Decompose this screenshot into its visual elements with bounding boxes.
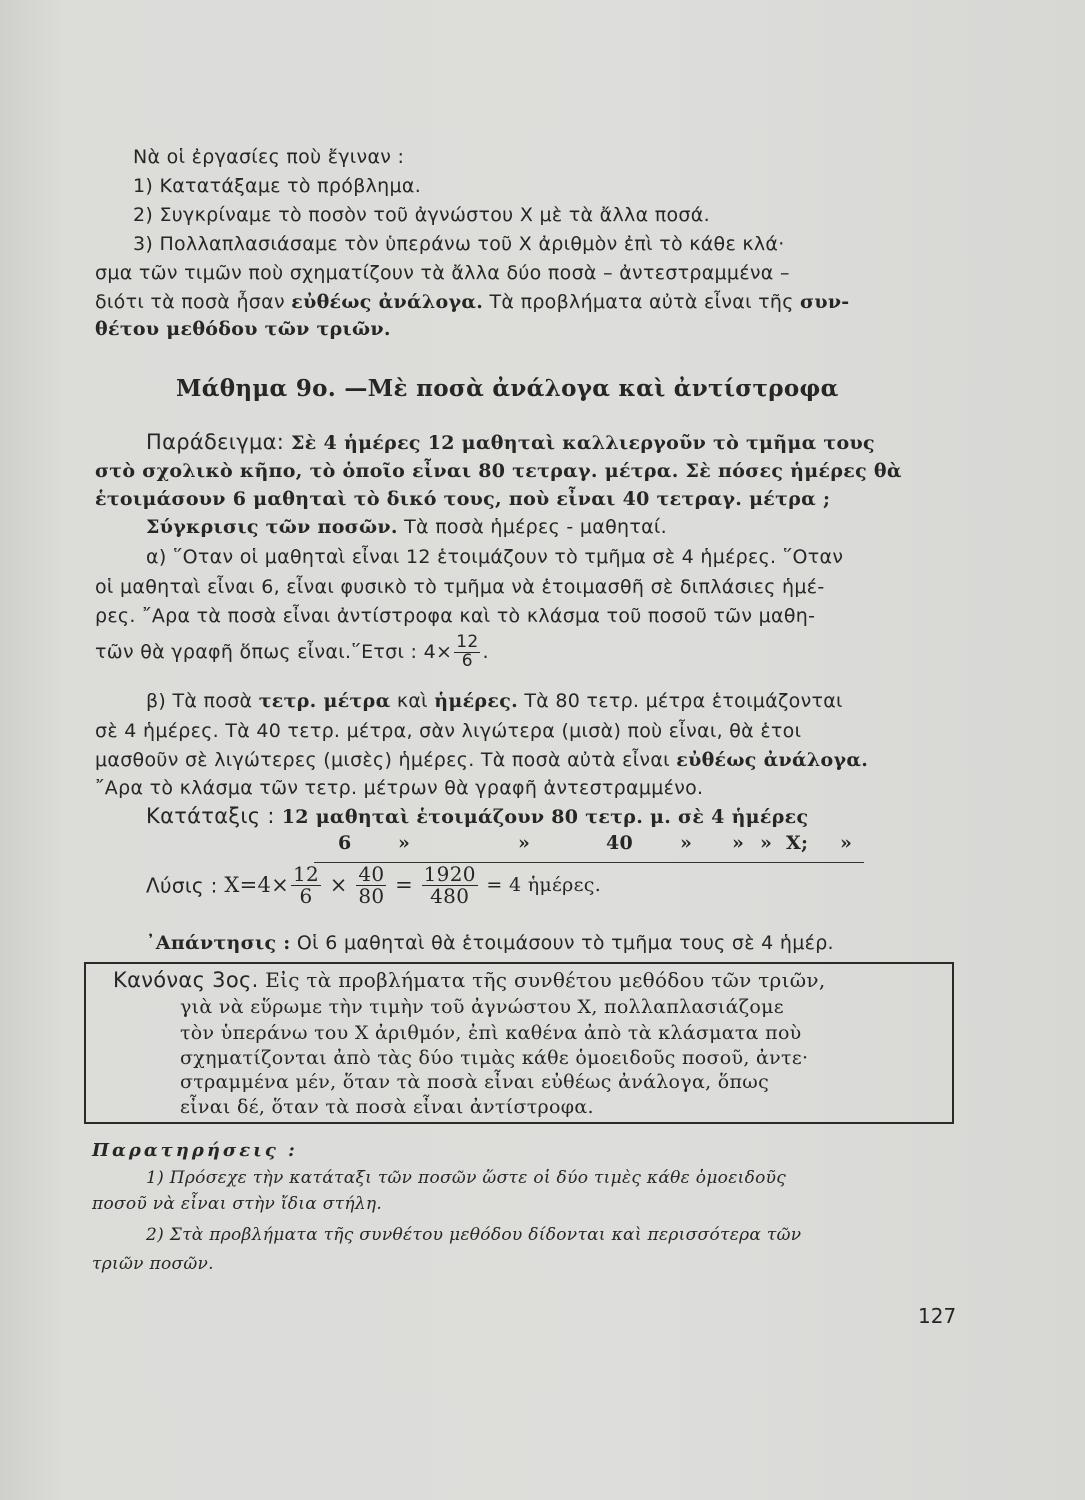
rule-line-3: τὸν ὑπεράνω του Χ ἀριθμόν, ἐπὶ καθένα ἀπὸ τὰ κλάσματα ποὺ (180, 1022, 802, 1044)
lesson-title: Μάθημα 9ο. —Μὲ ποσὰ ἀνάλογα καὶ ἀντίστροφα (176, 375, 839, 402)
solution-fraction-2-den: 80 (358, 884, 385, 908)
solution-result: = 4 ἡμέρες. (486, 874, 602, 896)
answer-line (146, 932, 834, 954)
solution-fraction-3-num: 1920 (423, 862, 476, 886)
part-b-line-4: ῎Αρα τὸ κλάσμα τῶν τετρ. μέτρων θὰ γραφῆ ἀντεστραμμένο. (95, 777, 704, 799)
intro-line-6b: εὐθέως ἀνάλογα. (291, 291, 484, 313)
note-1-line-2: ποσοῦ νὰ εἶναι στὴν ἴδια στήλη. (92, 1194, 383, 1214)
note-2-line-2: τριῶν ποσῶν. (92, 1254, 214, 1274)
note-1-line-1: 1) Πρόσεχε τὴν κατάταξι τῶν ποσῶν ὥστε οἱ δύο τιμὲς κάθε ὁμοειδοῦς (146, 1168, 787, 1188)
fraction-denominator: 6 (461, 650, 473, 671)
classification-r2-b: » (398, 832, 411, 854)
classification-label: Κατάταξις : (146, 804, 275, 828)
part-b-line-1 (146, 690, 843, 712)
classification-r2-g: » (760, 832, 773, 854)
part-b-3b: εὐθέως ἀνάλογα. (676, 749, 869, 771)
intro-line-5: σμα τῶν τιμῶν ποὺ σχηματίζουν τὰ ἄλλα δύο ποσὰ – ἀντεστραμμένα – (95, 262, 790, 284)
example-line-1 (146, 430, 875, 454)
answer-label: ᾿Απάντησις : (146, 932, 291, 954)
part-b-1d: ἡμέρες. (434, 690, 518, 712)
intro-line-3: 2) Συγκρίναμε τὸ ποσὸν τοῦ ἀγνώστου Χ μὲ τὰ ἄλλα ποσά. (133, 204, 710, 226)
intro-line-6a: διότι τὰ ποσὰ ἦσαν (95, 291, 292, 313)
example-line-3: ἑτοιμάσουν 6 μαθηταὶ τὸ δικό τους, ποὺ εἶναι 40 τετραγ. μέτρα ; (95, 488, 831, 510)
solution-fraction-3 (422, 864, 478, 907)
part-a-line-1: α) ῞Οταν οἱ μαθηταὶ εἶναι 12 ἑτοιμάζουν τὸ τμῆμα σὲ 4 ἡμέρες. ῞Οταν (146, 546, 844, 568)
page-number: 127 (918, 1304, 957, 1328)
example-text-1: Σὲ 4 ἡμέρες 12 μαθηταὶ καλλιεργοῦν τὸ τμῆμα τους (284, 432, 875, 454)
rule-label: Κανόνας 3ος. (113, 968, 259, 992)
classification-r2-h: Χ; (786, 832, 809, 854)
classification-r2-a: 6 (338, 832, 352, 854)
rule-text-1: Εἰς τὰ προβλήματα τῆς συνθέτου μεθόδου τῶν τριῶν, (258, 968, 826, 992)
classification-r2-f: » (732, 832, 745, 854)
rule-line-5: στραμμένα μέν, ὅταν τὰ ποσὰ εἶναι εὐθέως ἀνάλογα, ὅπως (180, 1071, 770, 1093)
rule-line-4: σχηματίζονται ἀπὸ τὰς δύο τιμὰς κάθε ὁμοειδοῦς ποσοῦ, ἀντε· (180, 1047, 809, 1069)
rule-line-1 (113, 968, 825, 992)
part-a-line-4-end: . (482, 640, 489, 663)
solution-line (146, 864, 601, 907)
part-b-1e: Τὰ 80 τετρ. μέτρα ἑτοιμάζονται (518, 690, 843, 712)
part-b-1a: β) Τὰ ποσὰ (146, 690, 259, 712)
part-a-line-2: οἱ μαθηταὶ εἶναι 6, εἶναι φυσικὸ τὸ τμῆμα νὰ ἑτοιμασθῆ σὲ διπλάσιες ἡμέ- (95, 576, 825, 598)
intro-line-7: θέτου μεθόδου τῶν τριῶν. (95, 318, 391, 340)
intro-line-2: 1) Κατατάξαμε τὸ πρόβλημα. (133, 175, 422, 197)
part-b-1b: τετρ. μέτρα (258, 690, 391, 712)
part-b-3a: μασθοῦν σὲ λιγώτερες (μισὲς) ἡμέρες. Τὰ ποσὰ αὐτὰ εἶναι (95, 749, 677, 771)
solution-fraction-1 (291, 864, 321, 907)
part-a-line-4-text: τῶν θὰ γραφῆ ὅπως εἶναι.῞Ετσι : 4× (95, 640, 453, 663)
solution-label: Λύσις : (146, 873, 218, 898)
rule-line-2: γιὰ νὰ εὕρωμε τὴν τιμὴν τοῦ ἀγνώστου Χ, πολλαπλασιάζομε (180, 996, 784, 1018)
solution-fraction-3-den: 480 (430, 884, 470, 908)
solution-fraction-2 (356, 864, 386, 907)
classification-r2-d: 40 (606, 832, 634, 854)
solution-fraction-1-den: 6 (299, 884, 313, 908)
note-2-line-1: 2) Στὰ προβλήματα τῆς συνθέτου μεθόδου δίδονται καὶ περισσότερα τῶν (146, 1225, 802, 1245)
classification-r2-c: » (518, 832, 531, 854)
solution-times: × (329, 873, 348, 897)
comparison-label: Σύγκρισις τῶν ποσῶν. (146, 516, 398, 538)
example-line-2: στὸ σχολικὸ κῆπο, τὸ ὁποῖο εἶναι 80 τετραγ. μέτρα. Σὲ πόσες ἡμέρες θὰ (95, 460, 902, 482)
intro-line-4: 3) Πολλαπλασιάσαμε τὸν ὑπεράνω τοῦ Χ ἀριθμὸν ἐπὶ τὸ κάθε κλά· (133, 233, 785, 255)
part-a-line-4 (95, 634, 489, 671)
fraction-numerator: 12 (456, 632, 479, 652)
classification-divider (314, 862, 864, 863)
intro-line-6d: συν- (800, 291, 850, 313)
solution-fraction-2-num: 40 (358, 862, 385, 886)
part-b-line-3 (95, 749, 868, 771)
intro-line-6 (95, 291, 850, 313)
rule-line-6: εἶναι δέ, ὅταν τὰ ποσὰ εἶναι ἀντίστροφα. (180, 1096, 594, 1118)
part-b-line-2: σὲ 4 ἡμέρες. Τὰ 40 τετρ. μέτρα, σὰν λιγώτερα (μισὰ) ποὺ εἶναι, θὰ ἑτοι (95, 720, 802, 742)
classification-row-1: 12 μαθηταὶ ἑτοιμάζουν 80 τετρ. μ. σὲ 4 ἡμέρες (281, 806, 809, 828)
comparison-line (146, 516, 667, 538)
part-b-1c: καὶ (390, 690, 435, 712)
example-label: Παράδειγμα: (146, 430, 285, 454)
solution-fraction-1-num: 12 (293, 862, 320, 886)
part-a-line-3: ρες. ῎Αρα τὰ ποσὰ εἶναι ἀντίστροφα καὶ τὸ κλάσμα τοῦ ποσοῦ τῶν μαθη- (95, 605, 816, 627)
answer-text: Οἱ 6 μαθηταὶ θὰ ἑτοιμάσουν τὸ τμῆμα τους σὲ 4 ἡμέρ. (290, 932, 834, 954)
fraction-12-6 (454, 634, 480, 671)
classification-r2-i: » (840, 832, 853, 854)
classification-line-1 (146, 804, 808, 828)
comparison-text: Τὰ ποσὰ ἡμέρες - μαθηταί. (397, 516, 667, 538)
classification-r2-e: » (680, 832, 693, 854)
solution-equals: = (395, 873, 413, 897)
solution-expression-start: Χ=4× (224, 873, 290, 897)
intro-line-1: Νὰ οἱ ἐργασίες ποὺ ἔγιναν : (133, 146, 405, 168)
intro-line-6c: Τὰ προβλήματα αὐτὰ εἶναι τῆς (483, 291, 801, 313)
notes-heading: Παρατηρήσεις : (92, 1140, 298, 1161)
